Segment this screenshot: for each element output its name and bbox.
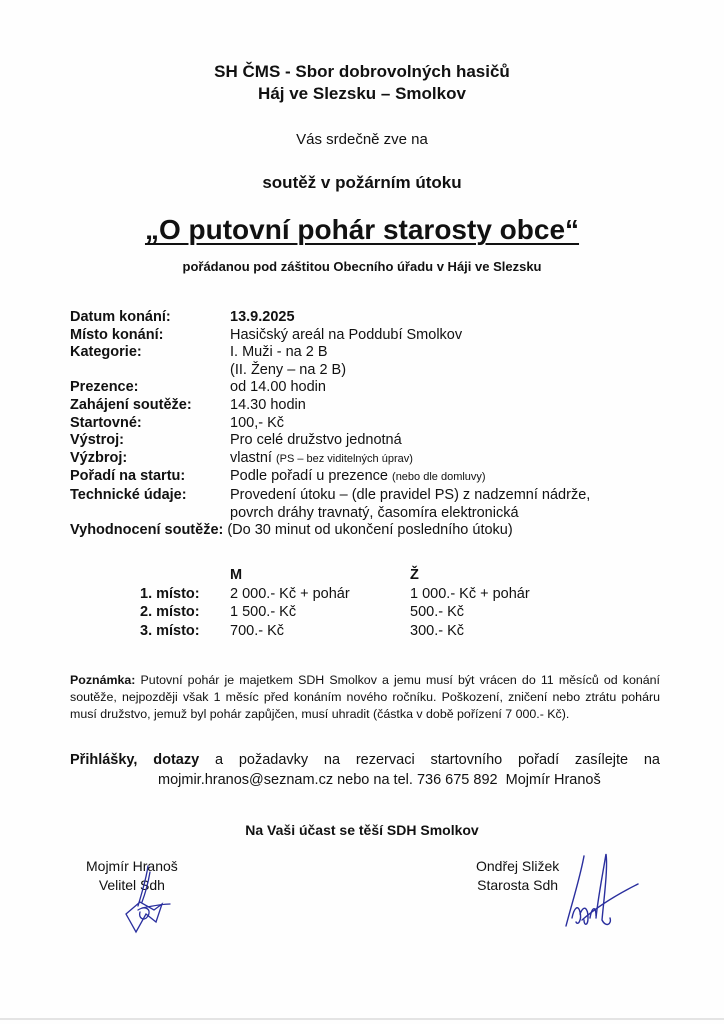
- note-paragraph: [70, 672, 660, 723]
- detail-label: Prezence:: [70, 379, 139, 396]
- detail-value-note: (PS – bez viditelných úprav): [275, 452, 413, 465]
- detail-value: Hasičský areál na Poddubí Smolkov: [230, 326, 463, 343]
- prize-table: [140, 566, 570, 640]
- prize-women: 500.- Kč: [410, 604, 464, 620]
- contact-name: Mojmír Hranoš: [505, 772, 601, 788]
- signer-role: Velitel Sdh: [98, 877, 165, 893]
- contact-text-phone: nebo na tel.: [337, 772, 413, 788]
- detail-label: Kategorie:: [70, 344, 142, 361]
- prize-row: [140, 585, 570, 604]
- detail-label-empty: [70, 505, 230, 523]
- prize-women: 300.- Kč: [410, 622, 464, 639]
- detail-value: 13.9.2025: [230, 309, 295, 325]
- contact-text: a požadavky na rezervaci startovního pořadí zasílejte na: [214, 752, 660, 768]
- prize-header-empty: [140, 566, 230, 585]
- closing-text: Na Vaši účast se těší SDH Smolkov: [245, 822, 479, 838]
- patronage-text: pořádanou pod záštitou Obecního úřadu v Háji ve Slezsku: [182, 259, 542, 274]
- detail-value-main: Podle pořadí u prezence: [230, 468, 388, 485]
- detail-value: 100,- Kč: [230, 414, 284, 431]
- note-label: Poznámka:: [70, 673, 136, 687]
- competition-subject: soutěž v požárním útoku: [262, 173, 462, 192]
- signer-name: Ondřej Sližek: [476, 858, 560, 874]
- prize-header-row: [140, 566, 570, 585]
- detail-value: Pro celé družstvo jednotná: [230, 432, 402, 449]
- organization-location: Háj ve Slezsku – Smolkov: [258, 84, 466, 103]
- invitation-text: Vás srdečně zve na: [296, 131, 428, 148]
- prize-women: 1 000.- Kč + pohár: [410, 585, 530, 602]
- prize-men: 2 000.- Kč + pohár: [230, 585, 350, 602]
- detail-label: Startovné:: [70, 414, 142, 431]
- prize-place: 3. místo:: [140, 622, 200, 639]
- detail-label: Pořadí na startu:: [70, 468, 186, 485]
- detail-value: od 14.00 hodin: [230, 379, 326, 396]
- contact-bold-applications: Přihlášky,: [70, 752, 138, 768]
- detail-label-empty: [70, 362, 230, 380]
- prize-header-men: M: [230, 567, 243, 583]
- detail-row-category: [70, 344, 590, 362]
- prize-row: [140, 622, 570, 641]
- contact-paragraph: [70, 750, 660, 790]
- detail-row-outfit: [70, 432, 590, 450]
- detail-value: (II. Ženy – na 2 B): [230, 361, 347, 378]
- note-text: Putovní pohár je majetkem SDH Smolkov a jemu musí být vrácen do 11 měsíců od konání soutěže, nejpozději však 1 měsíc před konáním nového ročníku. Poškození, zničení nebo ztrátu poháru musí družstvo, jemuž byl pohár zapůjčen, musí uhradit (částka v době pořízení 7 000.- Kč).: [70, 673, 660, 721]
- contact-phone[interactable]: 736 675 892: [416, 772, 498, 788]
- detail-row-technical-2: [70, 505, 590, 523]
- detail-row-date: [70, 309, 590, 327]
- detail-label: Výstroj:: [70, 432, 124, 449]
- detail-label: Místo konání:: [70, 326, 164, 343]
- signature-left-drawing: [118, 862, 178, 942]
- detail-label: Zahájení soutěže:: [70, 396, 192, 413]
- detail-value: [230, 450, 413, 469]
- competition-title: [0, 214, 724, 246]
- prize-men: 700.- Kč: [230, 622, 284, 639]
- prize-place: 1. místo:: [140, 585, 200, 602]
- event-details: [70, 309, 590, 540]
- prize-men: 1 500.- Kč: [230, 604, 297, 620]
- detail-label: Vyhodnocení soutěže:: [70, 522, 224, 539]
- contact-line-2: [70, 770, 660, 790]
- detail-value: I. Muži - na 2 B: [230, 344, 328, 361]
- signer-name: Mojmír Hranoš: [86, 858, 178, 874]
- detail-value-note: (nebo dle domluvy): [392, 471, 486, 484]
- prize-header-women: Ž: [410, 567, 419, 583]
- organization-name: SH ČMS - Sbor dobrovolných hasičů: [214, 62, 510, 81]
- scan-edge: [0, 1018, 724, 1020]
- prize-place: 2. místo:: [140, 604, 200, 620]
- detail-row-start: [70, 397, 590, 415]
- detail-row-equipment: [70, 450, 590, 469]
- detail-value: povrch dráhy travnatý, časomíra elektronická: [230, 504, 519, 521]
- detail-value: (Do 30 minut od ukončení posledního útoku): [227, 522, 513, 539]
- detail-value-main: vlastní: [230, 449, 272, 466]
- detail-row-fee: [70, 415, 590, 433]
- prize-row: [140, 603, 570, 622]
- detail-label: Datum konání:: [70, 309, 171, 325]
- detail-row-place: [70, 327, 590, 345]
- contact-email[interactable]: mojmir.hranos@seznam.cz: [158, 772, 334, 788]
- detail-row-evaluation: [70, 522, 590, 540]
- detail-row-category-2: [70, 362, 590, 380]
- detail-value: [230, 468, 486, 487]
- competition-title-text: „O putovní pohár starosty obce“: [144, 214, 580, 245]
- signature-block-right: [476, 857, 559, 895]
- signer-role: Starosta Sdh: [477, 877, 559, 893]
- signature-right-drawing: [562, 848, 642, 933]
- detail-row-technical: [70, 487, 590, 505]
- detail-value: 14.30 hodin: [230, 396, 306, 413]
- detail-row-order: [70, 468, 590, 487]
- contact-line-1: [70, 750, 660, 770]
- contact-bold-questions: dotazy: [153, 752, 200, 768]
- detail-row-registration: [70, 379, 590, 397]
- detail-label: Technické údaje:: [70, 486, 187, 503]
- detail-value: Provedení útoku – (dle pravidel PS) z nadzemní nádrže,: [230, 486, 591, 503]
- detail-label: Výzbroj:: [70, 449, 128, 466]
